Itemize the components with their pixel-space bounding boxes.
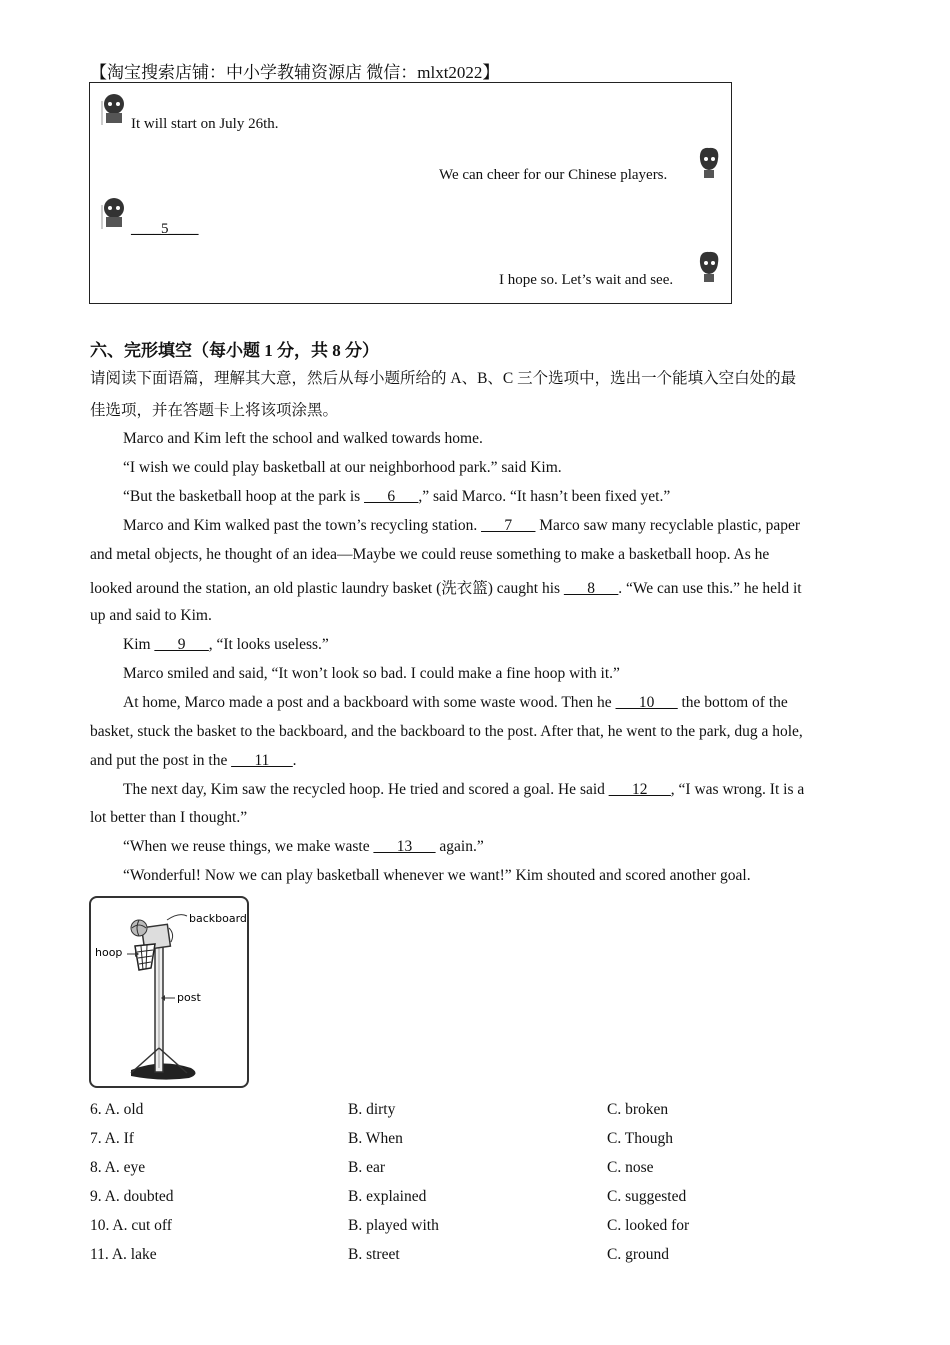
passage-line: “I wish we could play basketball at our neighborhood park.” said Kim. [123,459,562,476]
post-label: post [177,991,201,1004]
option-c[interactable]: C. Though [607,1130,674,1147]
hoop-illustration [89,896,249,1088]
dialog-blank-5: ____5____ [131,221,199,237]
dialog-line-2: We can cheer for our Chinese players. [439,167,668,183]
blank-6: ___6___ [364,488,419,505]
option-a[interactable]: 8. A. eye [90,1159,146,1176]
blank-10: ___10___ [615,694,678,711]
option-b[interactable]: B. street [348,1246,400,1263]
option-c[interactable]: C. looked for [607,1217,690,1234]
passage-line: lot better than I thought.” [90,809,248,826]
passage-line: “But the basketball hoop at the park is ___6___,” said Marco. “It hasn’t been fixed yet.” [123,488,671,505]
option-b[interactable]: B. explained [348,1188,427,1205]
option-a[interactable]: 9. A. doubted [90,1188,174,1205]
option-b[interactable]: B. When [348,1130,403,1147]
passage-line: and metal objects, he thought of an idea—Maybe we could reuse something to make a basketball hoop. As he [90,546,770,563]
passage-line: up and said to Kim. [90,607,212,624]
passage-line: and put the post in the ___11___. [90,752,297,769]
option-c[interactable]: C. broken [607,1101,669,1118]
passage-line: Marco and Kim left the school and walked towards home. [123,430,483,447]
hoop-drawing [91,898,247,1086]
option-b[interactable]: B. ear [348,1159,386,1176]
speaker-a-icon [100,91,128,125]
section-title: 六、完形填空（每小题 1 分，共 8 分） [90,341,379,360]
passage-line: Marco and Kim walked past the town’s recycling station. ___7___ Marco saw many recyclable plastic, paper [123,517,801,534]
passage-line: Marco smiled and said, “It won’t look so bad. I could make a fine hoop with it.” [123,665,620,682]
hoop-label: hoop [95,946,123,959]
dialog-line-1: It will start on July 26th. [131,116,279,132]
blank-13: ___13___ [373,838,436,855]
option-b[interactable]: B. played with [348,1217,439,1234]
option-c[interactable]: C. suggested [607,1188,687,1205]
option-c[interactable]: C. ground [607,1246,669,1263]
passage-line: “When we reuse things, we make waste ___13___ again.” [123,838,484,855]
blank-7: ___7___ [481,517,536,534]
option-b[interactable]: B. dirty [348,1101,396,1118]
passage-line: basket, stuck the basket to the backboard, and the backboard to the post. After that, he went to the park, dug a hole, [90,723,803,740]
blank-9: ___9___ [154,636,209,653]
option-a[interactable]: 6. A. old [90,1101,144,1118]
header-watermark: 【淘宝搜索店铺：中小学教辅资源店 微信：mlxt2022】 [90,63,500,82]
passage-line: Kim ___9___, “It looks useless.” [123,636,329,653]
blank-11: ___11___ [231,752,293,769]
passage-line: “Wonderful! Now we can play basketball whenever we want!” Kim shouted and scored another goal. [123,867,751,884]
passage-line: The next day, Kim saw the recycled hoop. He tried and scored a goal. He said ___12___, “I was wrong. It is a [123,781,805,798]
option-a[interactable]: 11. A. lake [90,1246,157,1263]
speaker-b-icon [695,249,723,283]
speaker-b-icon [695,145,723,179]
option-c[interactable]: C. nose [607,1159,654,1176]
passage-line: At home, Marco made a post and a backboard with some waste wood. Then he ___10___ the bottom of the [123,694,788,711]
blank-8: ___8___ [563,580,619,597]
instruction-line: 佳选项，并在答题卡上将该项涂黑。 [90,402,339,419]
option-a[interactable]: 7. A. If [90,1130,134,1147]
instruction-line: 请阅读下面语篇，理解其大意，然后从每小题所给的 A、B、C 三个选项中，选出一个能填入空白处的最 [90,370,797,387]
passage-line: looked around the station, an old plastic laundry basket (洗衣篮) caught his ___8___. “We can use this.” he held it [90,580,802,597]
speaker-a-icon [100,195,128,229]
dialog-line-4: I hope so. Let’s wait and see. [499,272,674,288]
option-a[interactable]: 10. A. cut off [90,1217,172,1234]
backboard-label: backboard [189,912,247,925]
dialog-box [89,82,732,304]
blank-12: ___12___ [608,781,671,798]
